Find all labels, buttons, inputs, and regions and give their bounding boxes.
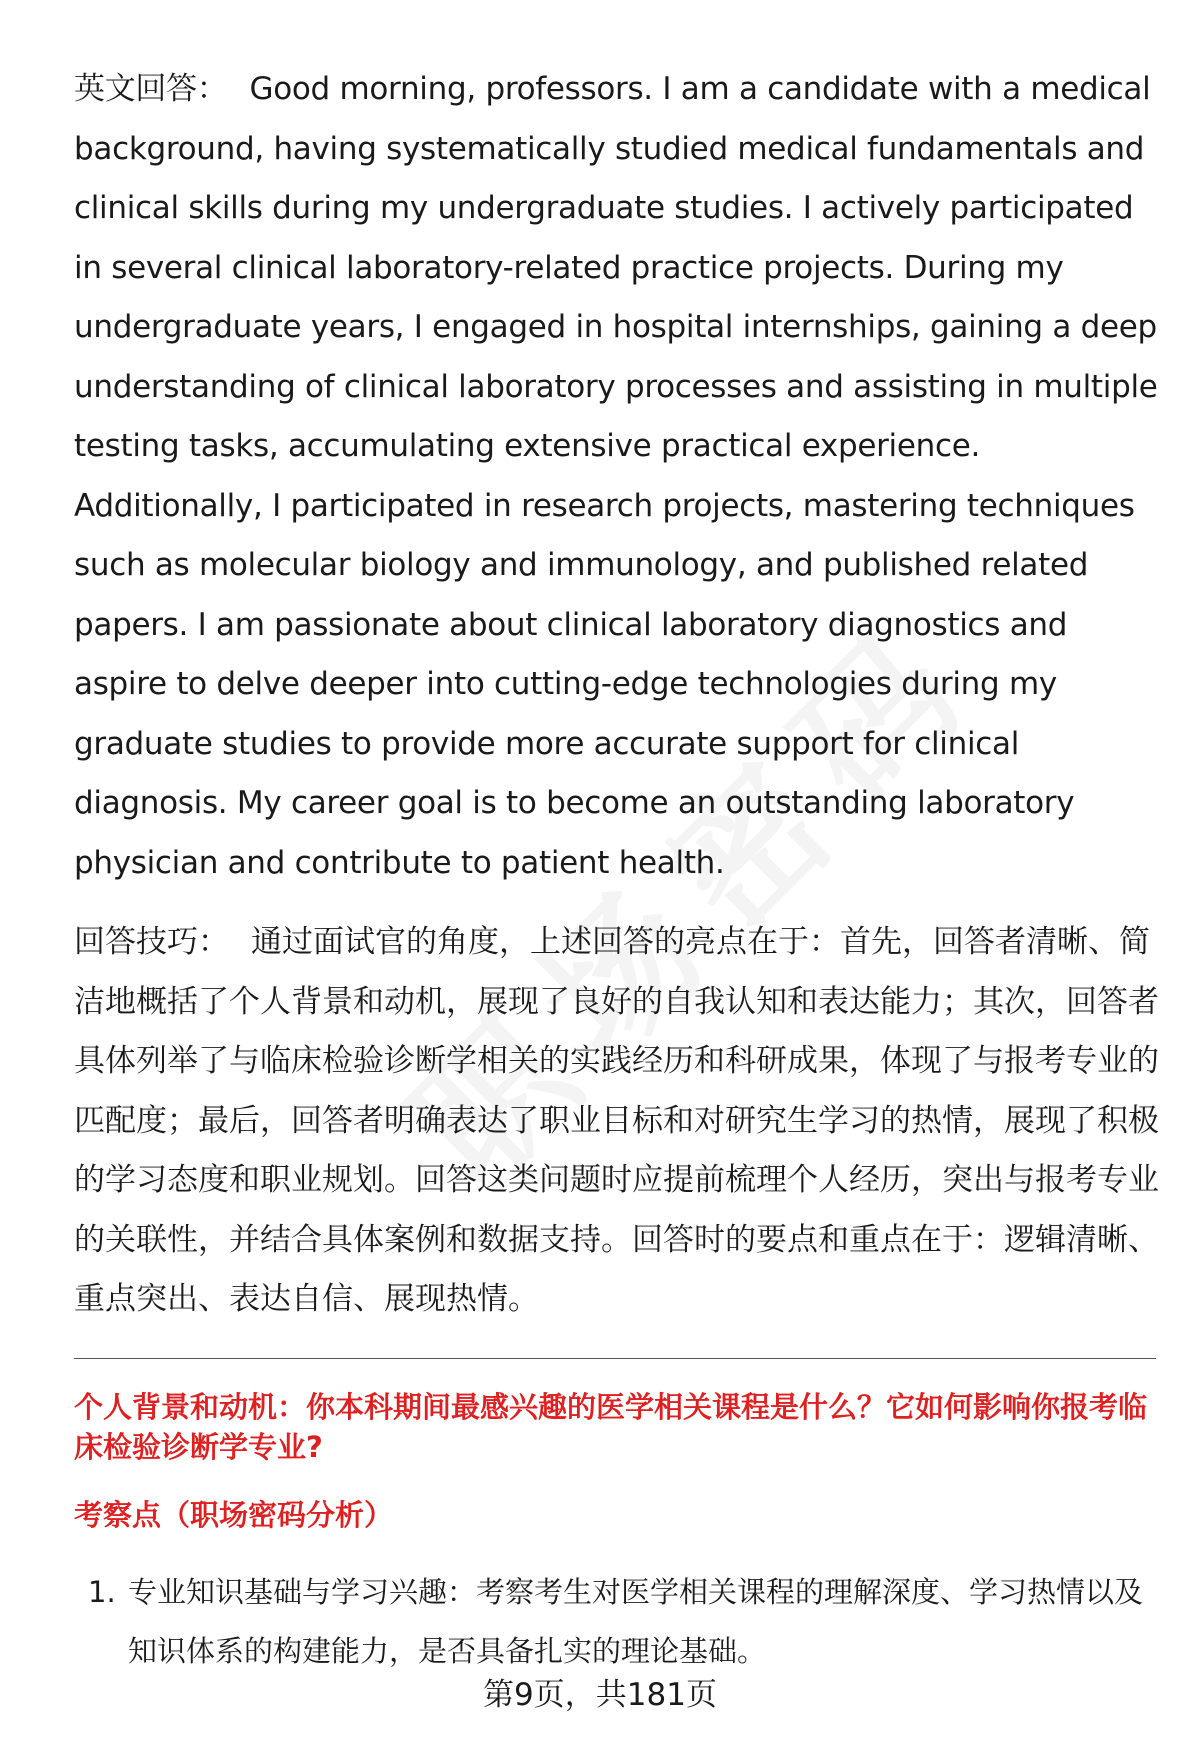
section-divider: [74, 1358, 1156, 1359]
list-item-number: 1.: [88, 1574, 116, 1609]
answer-tips-text: 通过面试官的角度，上述回答的亮点在于：首先，回答者清晰、简洁地概括了个人背景和动机，展现了良好的自我认知和表达能力；其次，回答者具体列举了与临床检验诊断学相关的实践经历和科研成果，体现了与报考专业的匹配度；最后，回答者明确表达了职业目标和对研究生学习的热情，展现了积极的学习态度和职业规划。回答这类问题时应提前梳理个人经历，突出与报考专业的关联性，并结合具体案例和数据支持。回答时的要点和重点在于：逻辑清晰、重点突出、表达自信、展现热情。: [74, 924, 1159, 1317]
section-heading: 考察点（职场密码分析）: [74, 1497, 394, 1532]
english-answer-text: Good morning, professors. I am a candidate with a medical background, having systematically studied medical fundamentals and clinical skills during my undergraduate studies. I actively participated in several clinical laboratory-related practice projects. During my undergraduate years, I engaged in hospital internships, gaining a deep understanding of clinical laboratory processes and assisting in multiple testing tasks, accumulating extensive practical experience. Additionally, I participated in research projects, mastering techniques such as molecular biology and immunology, and published related papers. I am passionate about clinical laboratory diagnostics and aspire to delve deeper into cutting-edge technologies during my graduate studies to provide more accurate support for clinical diagnosis. My career goal is to become an outstanding laboratory physician and contribute to patient health.: [74, 71, 1158, 881]
english-answer-label: 英文回答：: [74, 71, 228, 107]
list-item: [74, 1563, 1159, 1681]
assessment-points-list: [74, 1563, 1159, 1681]
list-item-text: 专业知识基础与学习兴趣：考察考生对医学相关课程的理解深度、学习热情以及知识体系的构建能力，是否具备扎实的理论基础。: [128, 1574, 1144, 1668]
answer-tips-label: 回答技巧：: [74, 924, 229, 960]
page-number-footer: 第9页，共181页: [483, 1677, 717, 1713]
interview-question: 个人背景和动机：你本科期间最感兴趣的医学相关课程是什么？它如何影响你报考临床检验诊断学专业?: [74, 1389, 1148, 1464]
english-answer-paragraph: [74, 60, 1159, 893]
answer-tips-paragraph: [74, 913, 1159, 1330]
page-content: [74, 60, 1159, 1681]
